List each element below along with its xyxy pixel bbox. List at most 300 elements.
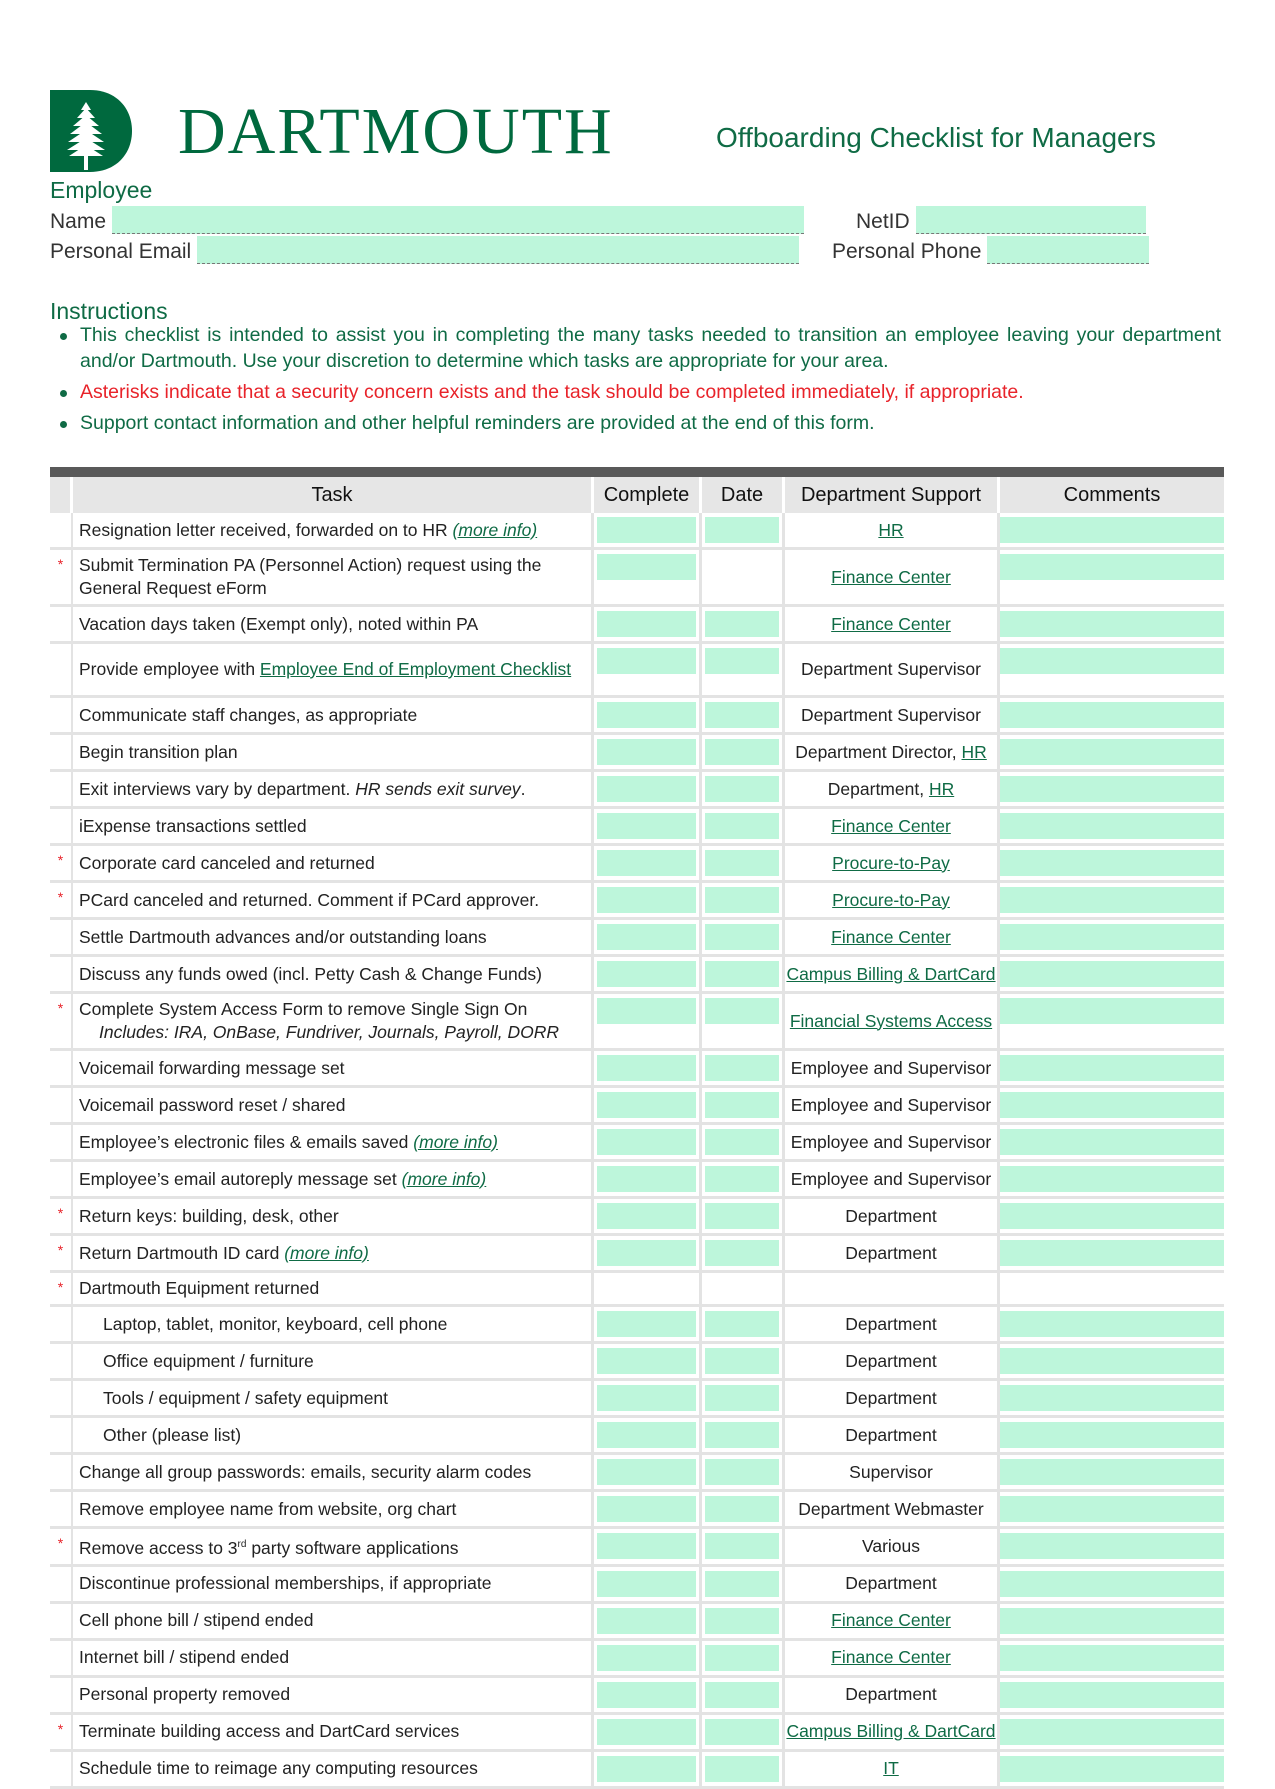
- table-row: [50, 607, 1224, 644]
- complete-cell: [594, 1529, 702, 1567]
- department-support-cell: [785, 698, 1000, 735]
- date-cell: [702, 1492, 785, 1529]
- task-text: Begin transition plan: [79, 741, 238, 762]
- task-cell: [73, 513, 594, 550]
- complete-input[interactable]: [597, 1571, 696, 1597]
- more-info-link[interactable]: (more info): [401, 1168, 487, 1189]
- more-info-link[interactable]: (more info): [413, 1131, 498, 1152]
- department-support-cell: [785, 1307, 1000, 1344]
- bullet-icon: [60, 333, 67, 340]
- security-asterisk-icon: *: [57, 1535, 64, 1551]
- complete-input[interactable]: [597, 1203, 696, 1229]
- date-input[interactable]: [705, 1571, 779, 1597]
- security-asterisk-cell: [50, 1678, 73, 1715]
- table-row: [50, 1529, 1224, 1567]
- table-row: [50, 957, 1224, 994]
- task-cell: [73, 772, 594, 809]
- task-text: Complete System Access Form to remove Single Sign On: [79, 999, 528, 1019]
- task-text: Voicemail password reset / shared: [79, 1094, 346, 1115]
- comments-input[interactable]: [1000, 1682, 1224, 1708]
- department-support-cell: [785, 1344, 1000, 1381]
- comments-input[interactable]: [1000, 813, 1224, 839]
- task-link[interactable]: Employee End of Employment Checklist: [259, 659, 572, 679]
- department-support-text: Department: [845, 1350, 937, 1371]
- comments-cell: [1000, 1088, 1224, 1125]
- comments-cell: [1000, 1381, 1224, 1418]
- comments-cell: [1000, 1455, 1224, 1492]
- comments-input[interactable]: [1000, 1496, 1224, 1522]
- department-support-text: Department: [845, 1205, 937, 1226]
- comments-cell: [1000, 1715, 1224, 1752]
- personal-email-label: Personal Email: [50, 240, 192, 263]
- personal-email-input[interactable]: [197, 236, 799, 264]
- comments-input[interactable]: [1000, 517, 1224, 543]
- comments-input[interactable]: [1000, 1422, 1224, 1448]
- task-text: Other (please list): [103, 1424, 242, 1445]
- complete-cell: [594, 846, 702, 883]
- security-asterisk-cell: [50, 1715, 73, 1752]
- name-label: Name: [50, 210, 107, 233]
- complete-input[interactable]: [597, 961, 696, 987]
- comments-cell: [1000, 772, 1224, 809]
- department-support-cell: [785, 1455, 1000, 1492]
- date-cell: [702, 550, 785, 607]
- task-text: Terminate building access and DartCard services: [79, 1721, 460, 1742]
- task-text: Remove access to 3: [79, 1537, 238, 1558]
- personal-phone-label: Personal Phone: [832, 240, 982, 263]
- complete-input[interactable]: [597, 850, 696, 876]
- task-text: Provide employee with: [79, 659, 260, 679]
- table-row: [50, 513, 1224, 550]
- security-asterisk-cell: [50, 1051, 73, 1088]
- department-support-link[interactable]: HR: [961, 741, 987, 762]
- comments-input[interactable]: [1000, 1756, 1224, 1782]
- date-input[interactable]: [705, 813, 779, 839]
- comments-input[interactable]: [1000, 1459, 1224, 1485]
- more-info-link[interactable]: (more info): [284, 1242, 369, 1263]
- document-title: Offboarding Checklist for Managers: [716, 122, 1156, 153]
- complete-input[interactable]: [597, 998, 696, 1024]
- complete-cell: [594, 1125, 702, 1162]
- more-info-link[interactable]: (more info): [452, 519, 538, 540]
- comments-input[interactable]: [1000, 1348, 1224, 1374]
- comments-input[interactable]: [1000, 1055, 1224, 1081]
- date-input[interactable]: [705, 1608, 779, 1634]
- comments-cell: [1000, 1604, 1224, 1641]
- date-input[interactable]: [705, 1055, 779, 1081]
- bullet-icon: [60, 421, 67, 428]
- comments-input[interactable]: [1000, 1203, 1224, 1229]
- task-text-after: party software applications: [246, 1537, 459, 1558]
- task-cell: [73, 1162, 594, 1199]
- complete-input[interactable]: [597, 1311, 696, 1337]
- task-cell: [73, 1199, 594, 1236]
- complete-input[interactable]: [597, 648, 696, 674]
- task-cell: [73, 1088, 594, 1125]
- comments-input[interactable]: [1000, 1533, 1224, 1559]
- task-cell: [73, 1273, 594, 1307]
- date-cell: [702, 1273, 785, 1307]
- security-asterisk-cell: [50, 1088, 73, 1125]
- task-cell: [73, 1678, 594, 1715]
- netid-field-row: [856, 206, 1146, 234]
- department-support-link[interactable]: Procure-to-Pay: [832, 852, 950, 873]
- date-cell: [702, 1715, 785, 1752]
- date-input[interactable]: [705, 1682, 779, 1708]
- task-cell: [73, 920, 594, 957]
- comments-input[interactable]: [1000, 611, 1224, 637]
- department-support-link[interactable]: IT: [883, 1758, 899, 1779]
- complete-input[interactable]: [597, 739, 696, 765]
- task-cell: [73, 957, 594, 994]
- comments-input[interactable]: [1000, 648, 1224, 674]
- department-support-cell: [785, 920, 1000, 957]
- date-cell: [702, 1381, 785, 1418]
- instruction-item-security: Asterisks indicate that a security concern exists and the task should be completed immediately, if appropriate.: [56, 379, 1221, 405]
- comments-input[interactable]: [1000, 1571, 1224, 1597]
- date-cell: [702, 1678, 785, 1715]
- security-asterisk-icon: *: [57, 889, 64, 905]
- department-support-cell: [785, 1088, 1000, 1125]
- date-input[interactable]: [705, 1092, 779, 1118]
- task-text: Employee’s email autoreply message set: [79, 1168, 397, 1189]
- complete-input[interactable]: [597, 1459, 696, 1485]
- date-input[interactable]: [705, 850, 779, 876]
- complete-input[interactable]: [597, 1719, 696, 1745]
- department-support-text: Department: [845, 1313, 937, 1334]
- department-support-link[interactable]: Campus Billing & DartCard: [786, 1721, 996, 1742]
- department-support-link[interactable]: Finance Center: [831, 815, 951, 836]
- complete-input[interactable]: [597, 1348, 696, 1374]
- comments-cell: [1000, 1752, 1224, 1789]
- comments-input[interactable]: [1000, 1092, 1224, 1118]
- complete-input[interactable]: [597, 1608, 696, 1634]
- date-cell: [702, 1455, 785, 1492]
- complete-input[interactable]: [597, 554, 696, 580]
- comments-input[interactable]: [1000, 1608, 1224, 1634]
- comments-cell: [1000, 1344, 1224, 1381]
- department-support-cell: [785, 644, 1000, 698]
- table-row: [50, 994, 1224, 1051]
- complete-input[interactable]: [597, 611, 696, 637]
- comments-input[interactable]: [1000, 924, 1224, 950]
- security-asterisk-cell: [50, 883, 73, 920]
- task-superscript: rd: [237, 1539, 247, 1550]
- task-text-after: .: [520, 778, 526, 799]
- complete-input[interactable]: [597, 924, 696, 950]
- department-support-cell: [785, 1678, 1000, 1715]
- comments-cell: [1000, 920, 1224, 957]
- department-support-link[interactable]: Procure-to-Pay: [832, 889, 950, 910]
- task-cell: [73, 994, 594, 1051]
- date-cell: [702, 1236, 785, 1273]
- date-input[interactable]: [705, 1459, 779, 1485]
- complete-input[interactable]: [597, 813, 696, 839]
- department-support-cell: [785, 1529, 1000, 1567]
- complete-cell: [594, 772, 702, 809]
- comments-input[interactable]: [1000, 850, 1224, 876]
- comments-cell: [1000, 1236, 1224, 1273]
- security-asterisk-icon: *: [57, 852, 64, 868]
- task-text: Return keys: building, desk, other: [79, 1205, 339, 1226]
- department-support-text: Various: [861, 1535, 921, 1556]
- department-support-link[interactable]: Finance Center: [831, 1647, 951, 1668]
- task-text: iExpense transactions settled: [79, 815, 307, 836]
- date-cell: [702, 1529, 785, 1567]
- comments-input[interactable]: [1000, 739, 1224, 765]
- date-cell: [702, 883, 785, 920]
- bullet-icon: [60, 390, 67, 397]
- task-text: Internet bill / stipend ended: [79, 1647, 290, 1668]
- name-input[interactable]: [112, 206, 804, 234]
- department-support-link[interactable]: HR: [928, 778, 955, 799]
- task-text: Change all group passwords: emails, security alarm codes: [79, 1461, 532, 1482]
- department-support-link[interactable]: Finance Center: [831, 566, 951, 587]
- task-column-header: Task: [73, 477, 594, 513]
- employee-heading: Employee: [50, 177, 153, 203]
- comments-input[interactable]: [1000, 1240, 1224, 1266]
- date-input[interactable]: [705, 1496, 779, 1522]
- complete-input[interactable]: [597, 702, 696, 728]
- date-cell: [702, 809, 785, 846]
- complete-input[interactable]: [597, 1240, 696, 1266]
- complete-input[interactable]: [597, 1385, 696, 1411]
- task-cell: [73, 1051, 594, 1088]
- security-asterisk-cell: [50, 644, 73, 698]
- comments-cell: [1000, 1678, 1224, 1715]
- comments-cell: [1000, 994, 1224, 1051]
- task-cell: [73, 1567, 594, 1604]
- complete-input[interactable]: [597, 1682, 696, 1708]
- date-input[interactable]: [705, 1129, 779, 1155]
- department-support-cell: [785, 1567, 1000, 1604]
- security-asterisk-cell: [50, 1236, 73, 1273]
- comments-cell: [1000, 809, 1224, 846]
- date-cell: [702, 1344, 785, 1381]
- date-input[interactable]: [705, 702, 779, 728]
- department-support-text: Department,: [827, 778, 929, 799]
- table-row: [50, 772, 1224, 809]
- complete-cell: [594, 1381, 702, 1418]
- department-support-link[interactable]: HR: [878, 519, 904, 540]
- netid-input[interactable]: [916, 206, 1146, 234]
- task-cell: [73, 1529, 594, 1567]
- department-support-cell: [785, 1273, 1000, 1307]
- brand-wordmark: DARTMOUTH: [178, 95, 614, 168]
- security-asterisk-cell: [50, 1418, 73, 1455]
- department-support-cell: [785, 846, 1000, 883]
- comments-cell: [1000, 1199, 1224, 1236]
- date-input[interactable]: [705, 739, 779, 765]
- security-asterisk-cell: [50, 846, 73, 883]
- instruction-item: Support contact information and other helpful reminders are provided at the end of this form.: [56, 410, 1221, 436]
- complete-input[interactable]: [597, 1166, 696, 1192]
- table-row: [50, 1678, 1224, 1715]
- complete-cell: [594, 1418, 702, 1455]
- table-row: [50, 1752, 1224, 1789]
- date-input[interactable]: [705, 648, 779, 674]
- table-row: [50, 1455, 1224, 1492]
- comments-cell: [1000, 883, 1224, 920]
- department-support-link[interactable]: Finance Center: [831, 1610, 951, 1631]
- date-input[interactable]: [705, 1385, 779, 1411]
- task-text: Vacation days taken (Exempt only), noted within PA: [79, 613, 479, 634]
- date-input[interactable]: [705, 776, 779, 802]
- security-asterisk-cell: [50, 772, 73, 809]
- department-support-cell: [785, 1641, 1000, 1678]
- comments-cell: [1000, 513, 1224, 550]
- comments-input[interactable]: [1000, 1311, 1224, 1337]
- security-asterisk-cell: [50, 607, 73, 644]
- date-cell: [702, 846, 785, 883]
- date-input[interactable]: [705, 887, 779, 913]
- security-asterisk-cell: [50, 1125, 73, 1162]
- date-input[interactable]: [705, 1240, 779, 1266]
- complete-input[interactable]: [597, 776, 696, 802]
- instruction-item: This checklist is intended to assist you in completing the many tasks needed to transition an employee leaving your department and/or Dartmouth. Use your discretion to determine which tasks are appropriate for your area.: [56, 322, 1221, 374]
- department-support-link[interactable]: Financial Systems Access: [789, 1010, 993, 1031]
- task-cell: [73, 1715, 594, 1752]
- complete-cell: [594, 1715, 702, 1752]
- comments-input[interactable]: [1000, 887, 1224, 913]
- comments-input[interactable]: [1000, 702, 1224, 728]
- complete-cell: [594, 994, 702, 1051]
- date-cell: [702, 644, 785, 698]
- task-cell: [73, 550, 594, 607]
- complete-cell: [594, 883, 702, 920]
- comments-input[interactable]: [1000, 1129, 1224, 1155]
- department-support-cell: [785, 1418, 1000, 1455]
- complete-cell: [594, 1455, 702, 1492]
- complete-cell: [594, 644, 702, 698]
- comments-cell: [1000, 1567, 1224, 1604]
- security-asterisk-cell: [50, 1381, 73, 1418]
- task-text: Discuss any funds owed (incl. Petty Cash & Change Funds): [79, 963, 542, 984]
- date-cell: [702, 994, 785, 1051]
- department-support-cell: [785, 883, 1000, 920]
- table-row: [50, 1125, 1224, 1162]
- department-support-cell: [785, 1492, 1000, 1529]
- date-input[interactable]: [705, 998, 779, 1024]
- comments-input[interactable]: [1000, 554, 1224, 580]
- comments-input[interactable]: [1000, 961, 1224, 987]
- department-support-cell: [785, 1199, 1000, 1236]
- complete-input[interactable]: [597, 1092, 696, 1118]
- department-support-text: Department: [845, 1424, 937, 1445]
- date-input[interactable]: [705, 961, 779, 987]
- date-cell: [702, 1418, 785, 1455]
- date-cell: [702, 1307, 785, 1344]
- complete-input[interactable]: [597, 1496, 696, 1522]
- date-cell: [702, 1641, 785, 1678]
- date-input[interactable]: [705, 517, 779, 543]
- date-input[interactable]: [705, 611, 779, 637]
- date-input[interactable]: [705, 1166, 779, 1192]
- complete-input[interactable]: [597, 1756, 696, 1782]
- complete-input[interactable]: [597, 887, 696, 913]
- department-support-link[interactable]: Campus Billing & DartCard: [786, 963, 996, 984]
- complete-input[interactable]: [597, 1129, 696, 1155]
- task-cell: [73, 1125, 594, 1162]
- table-row: [50, 1715, 1224, 1752]
- table-row: [50, 883, 1224, 920]
- comments-input[interactable]: [1000, 1385, 1224, 1411]
- security-asterisk-icon: *: [57, 1720, 64, 1737]
- department-support-cell: [785, 607, 1000, 644]
- date-cell: [702, 1051, 785, 1088]
- task-text: Dartmouth Equipment returned: [79, 1278, 320, 1298]
- complete-cell: [594, 957, 702, 994]
- department-support-cell: [785, 1236, 1000, 1273]
- date-input[interactable]: [705, 1203, 779, 1229]
- task-text: Discontinue professional memberships, if appropriate: [79, 1573, 492, 1594]
- complete-input[interactable]: [597, 517, 696, 543]
- comments-cell: [1000, 1492, 1224, 1529]
- comments-cell: [1000, 1125, 1224, 1162]
- personal-phone-input[interactable]: [987, 236, 1149, 264]
- date-input[interactable]: [705, 1422, 779, 1448]
- task-cell: [73, 1492, 594, 1529]
- comments-input[interactable]: [1000, 776, 1224, 802]
- date-input[interactable]: [705, 1533, 779, 1559]
- name-field-row: [50, 206, 804, 234]
- comments-cell: [1000, 846, 1224, 883]
- task-cell: [73, 809, 594, 846]
- security-asterisk-cell: [50, 994, 73, 1051]
- task-cell: [73, 1418, 594, 1455]
- comments-cell: [1000, 1307, 1224, 1344]
- date-input[interactable]: [705, 1756, 779, 1782]
- date-cell: [702, 735, 785, 772]
- star-column-header: [50, 477, 73, 513]
- security-asterisk-cell: [50, 550, 73, 607]
- complete-input[interactable]: [597, 1422, 696, 1448]
- comments-input[interactable]: [1000, 1166, 1224, 1192]
- instructions-list: [56, 322, 1221, 441]
- department-support-cell: [785, 772, 1000, 809]
- task-note: HR sends exit survey: [355, 778, 521, 799]
- security-asterisk-icon: *: [57, 1279, 64, 1295]
- task-text: Employee’s electronic files & emails saved: [79, 1131, 409, 1152]
- table-row: [50, 846, 1224, 883]
- department-support-text: Department Supervisor: [801, 659, 981, 679]
- department-support-link[interactable]: Finance Center: [831, 926, 951, 947]
- complete-cell: [594, 1604, 702, 1641]
- table-row: [50, 1236, 1224, 1273]
- department-support-cell: [785, 809, 1000, 846]
- date-input[interactable]: [705, 1348, 779, 1374]
- security-asterisk-cell: [50, 957, 73, 994]
- comments-input[interactable]: [1000, 998, 1224, 1024]
- complete-cell: [594, 1641, 702, 1678]
- security-asterisk-cell: [50, 809, 73, 846]
- complete-cell: [594, 1752, 702, 1789]
- comments-cell: [1000, 1529, 1224, 1567]
- comments-input[interactable]: [1000, 1719, 1224, 1745]
- department-support-text: Employee and Supervisor: [790, 1094, 992, 1115]
- date-input[interactable]: [705, 1719, 779, 1745]
- department-support-text: Department Director,: [795, 741, 962, 762]
- date-input[interactable]: [705, 1311, 779, 1337]
- task-text: Personal property removed: [79, 1684, 291, 1705]
- department-support-link[interactable]: Finance Center: [831, 613, 951, 634]
- table-header-row: [50, 477, 1224, 513]
- complete-input[interactable]: [597, 1055, 696, 1081]
- date-input[interactable]: [705, 924, 779, 950]
- security-asterisk-cell: [50, 1199, 73, 1236]
- department-support-text: Department: [845, 1684, 937, 1705]
- complete-input[interactable]: [597, 1533, 696, 1559]
